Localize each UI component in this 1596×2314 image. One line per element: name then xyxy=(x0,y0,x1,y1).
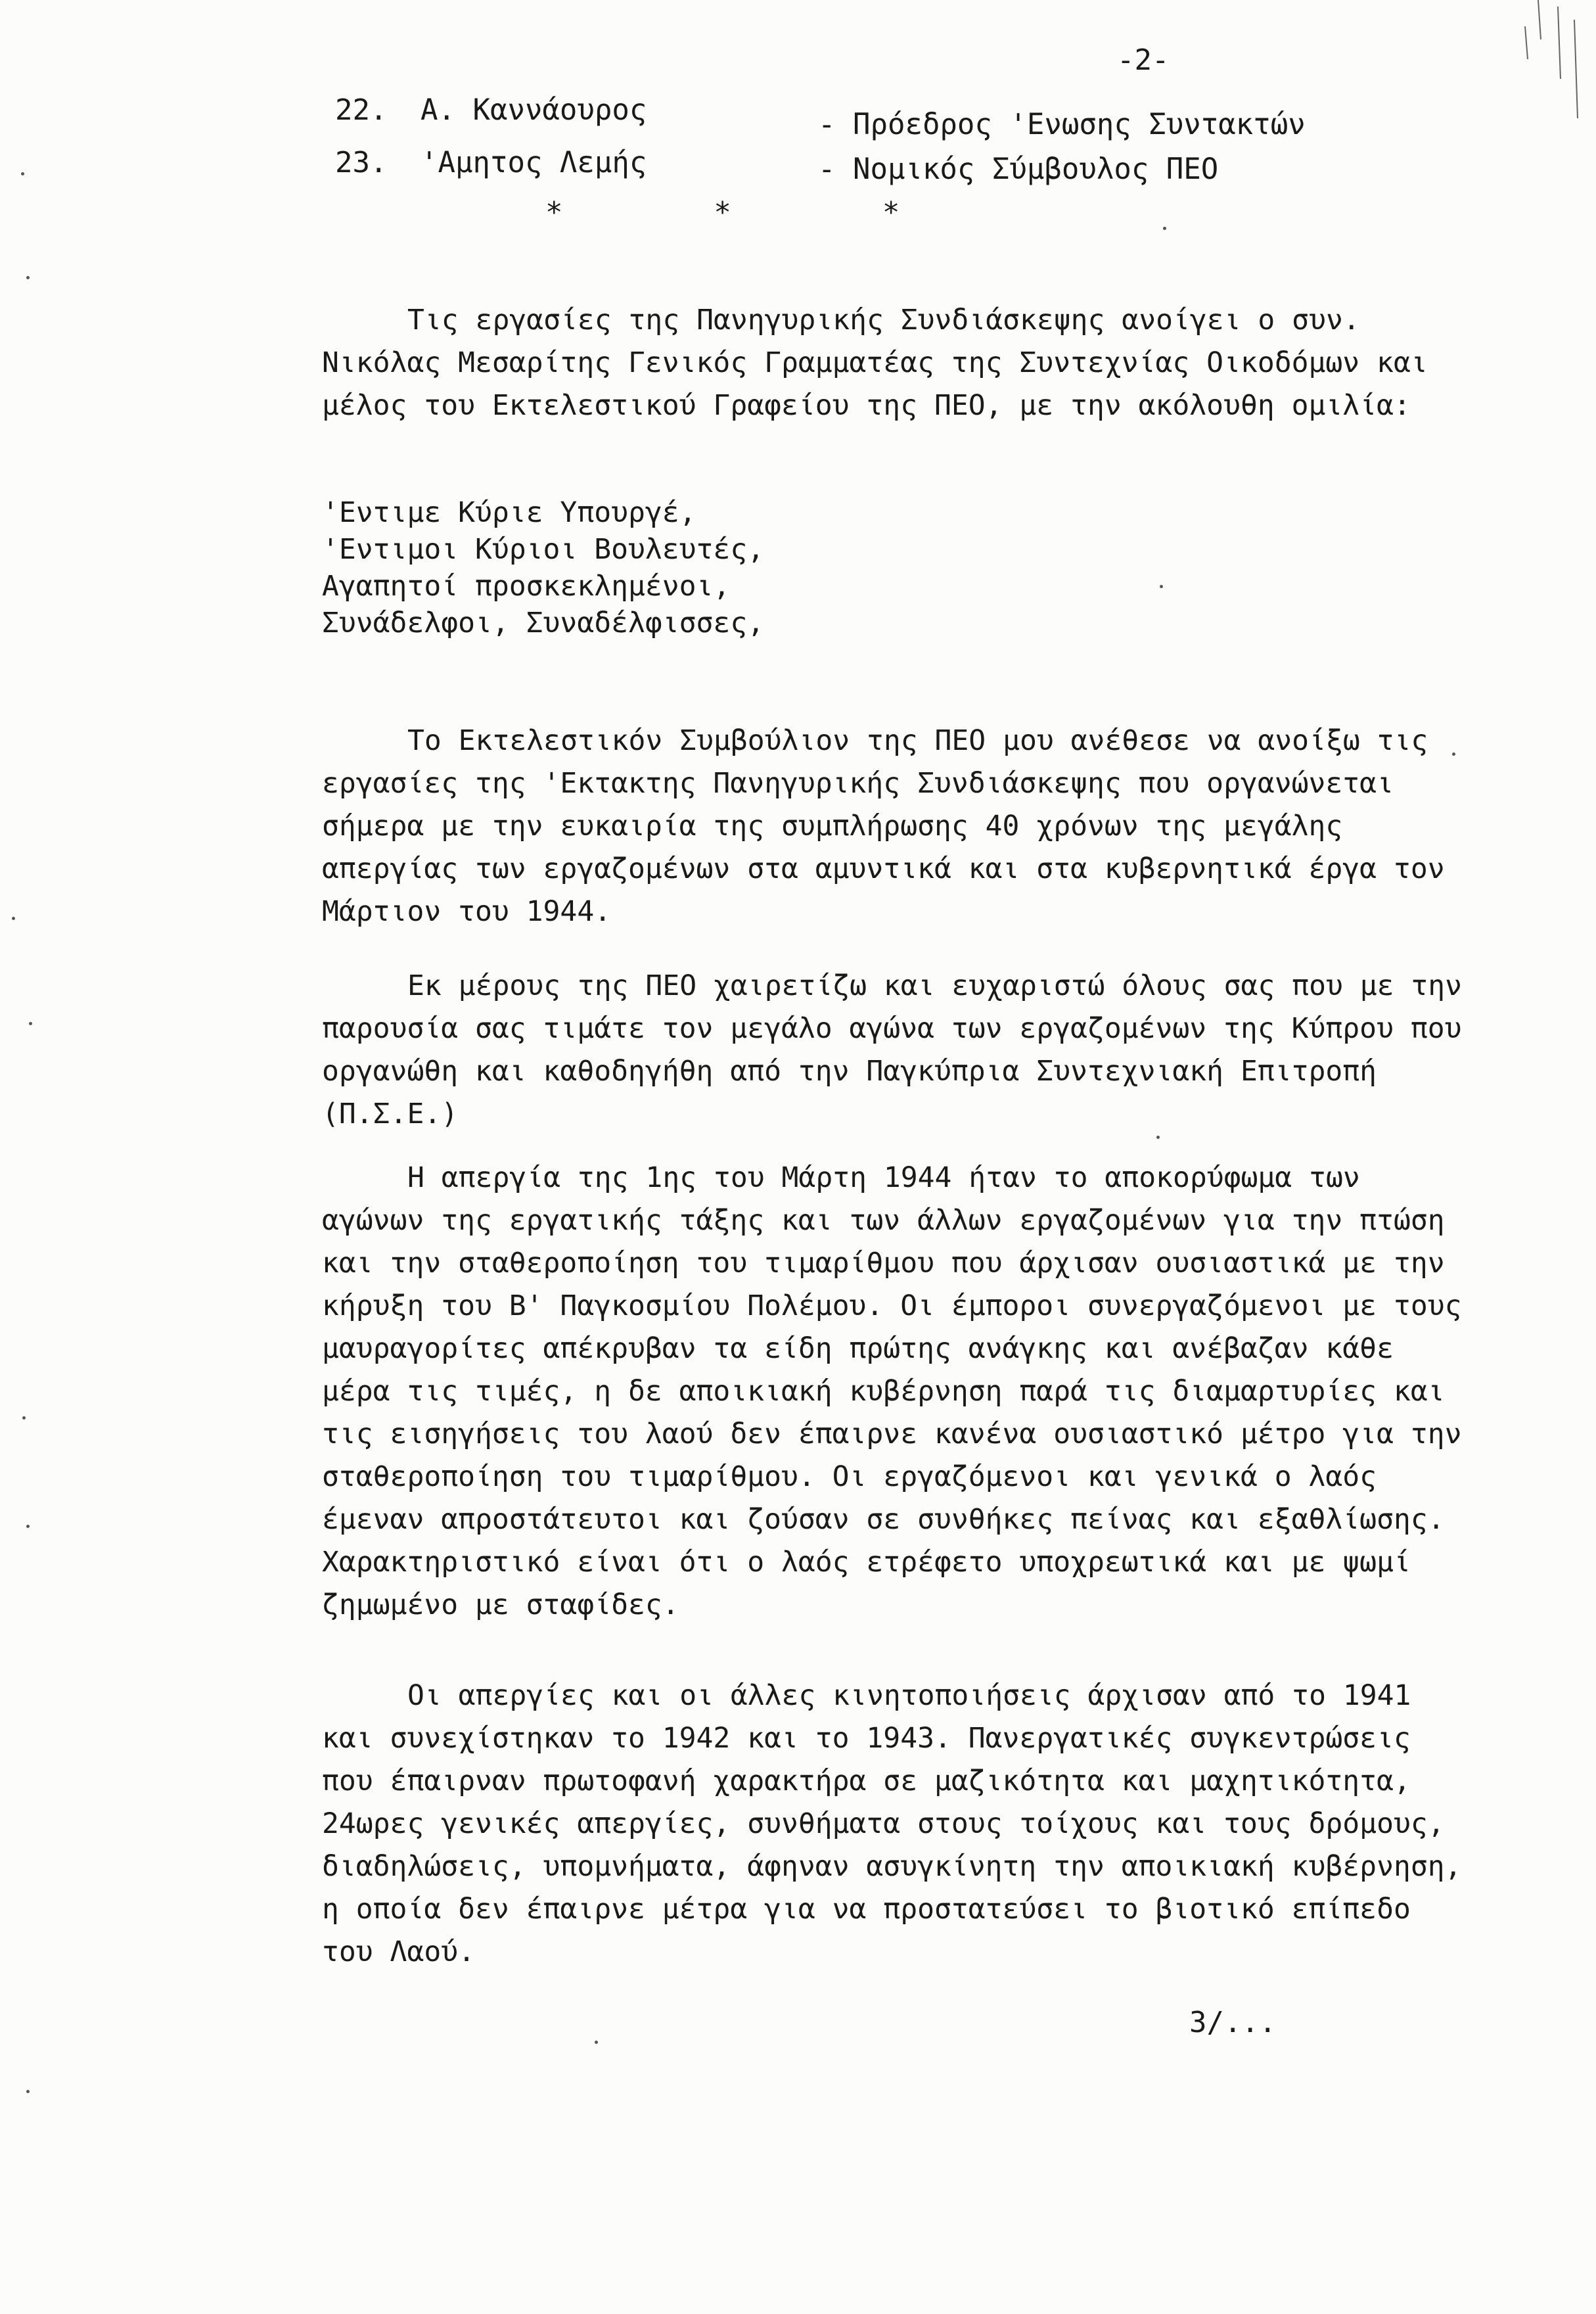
scan-speck xyxy=(1160,585,1163,588)
paragraph-text: Η απεργία της 1ης του Μάρτη 1944 ήταν το αποκορύφωμα των αγώνων της εργατικής τάξης και των άλλων εργαζομένων για την πτώση και την σταθεροποίηση του τιμαρίθμου που άρχισαν ουσιαστικά με την κήρυξη του Β' Παγκοσμίου Πολέμου. Οι έμποροι συνεργαζόμενοι με τους μαυραγορίτες απέκρυβαν τα είδη πρώτης ανάγκης και ανέβαζαν κάθε μέρα τις τιμές, η δε αποικιακή κυβέρνηση παρά τις διαμαρτυρίες και τις εισηγήσεις του λαού δεν έπαιρνε κανένα ουσιαστικό μέτρο για την σταθεροποίηση του τιμαρίθμου. Οι εργαζόμενοι και γενικά ο λαός έμεναν απροστάτευτοι και ζούσαν σε συνθήκες πείνας και εξαθλίωσης. Χαρακτηριστικό είναι ότι ο λαός ετρέφετο υποχρεωτικά και με ψωμί ζημωμένο με σταφίδες. xyxy=(322,1161,1462,1621)
paragraph-text: Εκ μέρους της ΠΕΟ χαιρετίζω και ευχαριστώ όλους σας που με την παρουσία σας τιμάτε τον μεγάλο αγώνα των εργαζομένων της Κύπρου που οργανώθη και καθοδηγήθη από την Παγκύπρια Συντεχνιακή Επιτροπή (Π.Σ.Ε.) xyxy=(322,969,1463,1130)
section-separator: * * * xyxy=(545,196,901,229)
scan-speck xyxy=(595,2041,598,2044)
scan-speck xyxy=(26,1525,30,1528)
scan-speck xyxy=(1156,1136,1160,1139)
participant-23-number: 23. xyxy=(335,146,388,179)
participant-22-name: Α. Καννάουρος xyxy=(421,93,647,127)
paragraph-2 xyxy=(322,965,1478,1136)
scan-edge-mark xyxy=(1512,0,1591,125)
paragraph-4 xyxy=(322,1675,1478,1974)
intro-text: Τις εργασίες της Πανηγυρικής Συνδιάσκεψης ανοίγει ο συν. Νικόλας Μεσαρίτης Γενικός Γραμματέας της Συντεχνίας Οικοδόμων και μέλος του Εκτελεστικού Γραφείου της ΠΕΟ, με την ακόλουθη ομιλία: xyxy=(322,304,1428,422)
paragraph-text: Οι απεργίες και οι άλλες κινητοποιήσεις άρχισαν από το 1941 και συνεχίστηκαν το 1942 και το 1943. Πανεργατικές συγκεντρώσεις που έπαιρναν πρωτοφανή χαρακτήρα σε μαζικότητα και μαχητικότητα, 24ωρες γενικές απεργίες, συνθήματα στους τοίχους και τους δρόμους, διαδηλώσεις, υπομνήματα, άφηναν ασυγκίνητη την αποικιακή κυβέρνηση, η οποία δεν έπαιρνε μέτρα για να προστατεύσει το βιοτικό επίπεδο του Λαού. xyxy=(322,1679,1462,1968)
scan-speck xyxy=(26,2090,30,2093)
salutation-line: Συνάδελφοι, Συναδέλφισσες, xyxy=(322,607,765,639)
scan-speck xyxy=(1452,752,1455,756)
scan-speck xyxy=(21,172,24,175)
page-number: -2- xyxy=(1117,43,1170,77)
scan-speck xyxy=(26,276,30,279)
scan-speck xyxy=(12,917,15,920)
paragraph-1 xyxy=(322,720,1478,933)
participant-23-name: 'Αμητος Λεμής xyxy=(421,146,647,179)
scan-speck xyxy=(22,1416,26,1420)
salutation-line: 'Εντιμοι Κύριοι Βουλευτές, xyxy=(322,533,765,566)
salutation-line: Αγαπητοί προσκεκλημένοι, xyxy=(322,570,731,603)
paragraph-3 xyxy=(322,1157,1478,1627)
participant-23-role: - Νομικός Σύμβουλος ΠΕΟ xyxy=(818,152,1219,186)
participant-22-role: - Πρόεδρος 'Ενωσης Συντακτών xyxy=(818,108,1306,141)
continuation-marker: 3/... xyxy=(1189,2006,1277,2039)
participant-22-number: 22. xyxy=(335,93,388,127)
paragraph-text: Το Εκτελεστικόν Συμβούλιον της ΠΕΟ μου ανέθεσε να ανοίξω τις εργασίες της 'Εκτακτης Πανηγυρικής Συνδιάσκεψης που οργανώνεται σήμερα με την ευκαιρία της συμπλήρωσης 40 χρόνων της μεγάλης απεργίας των εργαζομένων στα αμυντικά και στα κυβερνητικά έργα τον Μάρτιον του 1944. xyxy=(322,724,1445,928)
salutation-block xyxy=(322,494,764,641)
salutation-line: 'Εντιμε Κύριε Υπουργέ, xyxy=(322,496,696,529)
scan-speck xyxy=(29,1022,32,1025)
intro-paragraph xyxy=(322,299,1478,427)
scan-speck xyxy=(1163,227,1166,230)
